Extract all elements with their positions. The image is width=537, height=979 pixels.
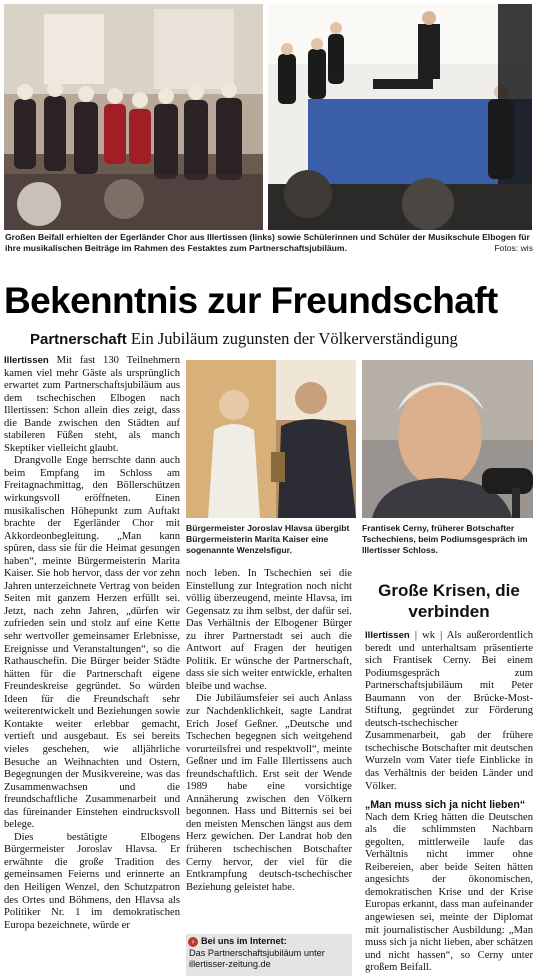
cerny-photo xyxy=(362,360,533,518)
paragraph xyxy=(4,355,180,455)
dateline: Illertissen xyxy=(365,630,410,641)
top-photo-caption xyxy=(5,232,533,253)
paragraph: Dies bestätigte Elbogens Bürgermeister Joroslav Hlavsa. Er erwähnte die große Tradition des gemeinsamen Feierns und erinnerte an den Heiligen Wenzel, den Schutzpatron des Ortes und Böhmens, den Hlavsa als Politiker Nr. 1 im demokratischen Europa bezeichnete, würde er xyxy=(4,831,180,931)
sidebar-subheading: „Man muss sich ja nicht lieben“ xyxy=(365,799,526,812)
cerny-photo-caption: Frantisek Cerny, früherer Botschafter Tschechiens, beim Podiumsgespräch im Illertisser Schloss. xyxy=(362,523,528,555)
paragraph-text: Mit fast 130 Teilnehmern kamen viel mehr Gäste als ursprünglich erwartet zum Partnerschaftsjubiläum aus dem tschechischen Elbogen nach Illertissen: Schon allein dies zeigt, dass die Bande zwischen den Städten auf stabileren Füßen steht, als manch Skeptiker vielleicht glaubt. xyxy=(4,355,180,454)
paragraph xyxy=(365,630,533,793)
article-column-1 xyxy=(4,355,180,932)
top-photo-caption-line2: ihre musikalischen Beiträge im Rahmen des Festaktes zum Partnerschaftsjubiläum. xyxy=(5,242,347,253)
paragraph: noch leben. In Tschechien sei die Einstellung zur Integration noch nicht völlig überzeugend, meinte Hlavsa, im Gegensatz zu ihm selbst, der dafür sei. Das Verhältnis der Elbogener Bürger zu ihrer Partnerstadt sei auch die Antwort auf Fragen der heutigen Politik. Er wünsche der Partnerschaft, dass sie sich weiter entwickle, erhalten bleibe und wachse. xyxy=(186,568,352,692)
top-photo-caption-line1: Großen Beifall erhielten der Egerländer Chor aus Illertissen (links) sowie Schülerinnen und Schüler der Musikschule Elbogen für xyxy=(5,232,530,242)
arrow-icon: › xyxy=(188,937,198,947)
sidebar-column xyxy=(365,630,533,975)
article-headline: Bekenntnis zur Freundschaft xyxy=(4,280,498,321)
article-subline xyxy=(30,329,535,350)
sidebar-headline: Große Krisen, die verbinden xyxy=(378,581,520,621)
handover-photo xyxy=(186,360,356,518)
internet-box-link[interactable]: illertisser-zeitung.de xyxy=(189,959,271,969)
internet-box xyxy=(186,934,352,976)
internet-box-title: Bei uns im Internet: xyxy=(201,936,287,946)
dateline: Illertissen xyxy=(4,355,49,366)
paragraph: Drangvolle Enge herrschte dann auch beim Empfang im Schloss am Freitagnachmittag, den Böllerschützen wirkungsvoll eröffneten. Einen musikalischen Höhepunkt zum Auftakt brachte der Egerländer Chor mit Akkordeonbegleitung. „Man kann spüren, dass sie für die Heimat gesungen haben“, meinte Bürgermeisterin Marita Kaiser. Sie hob hervor, dass der vor zehn Jahren unterzeichnete Vertrag von beiden Seiten mit ganzem Herzen erfüllt sei. Jetzt, nach zehn Jahren, „dürfen wir zufrieden sein und stolz auf eine Kette sehr wertvoller gemeinsamer Erlebnisse, Ereignisse und Veranstaltungen“, so die Rathauschefin. Die Bürger beider Städte hätten für die Partnerschaft eigene Freundeskreise gegründet. So würden Ideen für die Freundschaft sehr weiterentwickelt und Beziehungen sowie Kontakte weiter erlebbar gemacht, vertieft und ausgebaut. Es sei bereits vieles geschehen, wie alljährliche Besuche an Weihnachten und Ostern, Begegnungen der Musikvereine, was das Zusammenwachsen und die freundschaftliche Zusammenarbeit und das füreinander Einstehen eindrucksvoll belege. xyxy=(4,455,180,831)
music-school-photo xyxy=(268,4,532,230)
article-column-2 xyxy=(186,568,352,894)
subline-text: Ein Jubiläum zugunsten der Völkerverständigung xyxy=(126,329,458,348)
author-tag: | wk | xyxy=(409,630,447,641)
paragraph-text: Als außerordentlich beredt und unterhaltsam präsentierte sich Frantisek Cerny. Bei einem Podiumsgespräch zum Partnerschaftsjubiläum mit Peter Baumann von der Brücke-Most-Stiftung, gegründet zur Förderung deutsch-tschechischer Zusammenarbeit, gab der frühere tschechische Botschafter mit deutschen Wurzeln vom Vater tiefe Einblicke in das Verhältnis der beiden Länder und Völker. xyxy=(365,630,534,792)
internet-box-text: Das Partnerschaftsjubiläum unter xyxy=(189,948,325,958)
choir-photo xyxy=(4,4,263,230)
subline-lead: Partnerschaft xyxy=(30,331,127,348)
paragraph: Nach dem Krieg hätten die Deutschen als die schlimmsten Nachbarn gegolten, mittlerweile laufe das Verhältnis nicht immer ohne Reibereien, aber beide Seiten hätten angesichts der ökonomischen, demokratischen Krise und der Krise Europas erkannt, dass man aufeinander angewiesen sei, meinte der Diplomat mit journalistischer Ausbildung: „Man muss sich ja nicht lieben, aber schätzen und nicht hassen“, so Cerny unter großem Beifall. xyxy=(365,811,533,974)
handover-photo-caption: Bürgermeister Joroslav Hlavsa übergibt Bürgermeisterin Marita Kaiser eine sogenannte Wenzelsfigur. xyxy=(186,523,350,555)
paragraph: Die Jubiläumsfeier sei auch Anlass zur Nachdenklichkeit, sagte Landrat Erich Josef Geßner. „Deutsche und Tschechen begegnen sich weitgehend vorurteilsfrei und respektvoll“, meinte Geßner und im Falle Illertissens auch freundschaftlich. Erst seit der Wende 1989 habe eine vorsichtige Annäherung zwischen den Völkern begonnen. Hass und Bitternis sei bei den meisten Menschen längst aus dem Herz gewichen. Der Landrat hob den früheren tschechischen Botschafter Cerny hervor, der viel für die Entkrampfung deutsch-tschechischer Beziehung geleistet habe. xyxy=(186,693,352,893)
photo-credit: Fotos: wis xyxy=(494,242,533,253)
